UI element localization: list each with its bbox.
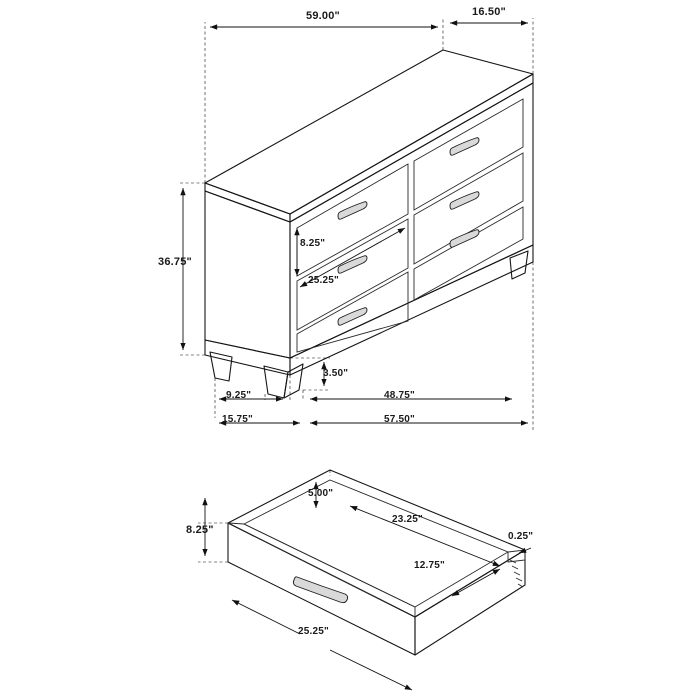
dim-base-depth: 15.75" — [222, 414, 253, 425]
dim-drawer-face-height: 8.25" — [300, 238, 326, 249]
dim-drawer-face-width: 25.25" — [308, 275, 339, 286]
drawer-box-dimensions — [198, 470, 534, 690]
dim-base-outer-width: 57.50" — [384, 414, 415, 425]
dim-base-foot-depth: 9.25" — [226, 390, 252, 401]
dim-leg-clearance-height: 3.50" — [323, 368, 349, 379]
dim-drawer-front-width: 25.25" — [298, 626, 329, 637]
dim-overall-width: 59.00" — [306, 10, 340, 22]
top-dimensions — [205, 18, 533, 183]
drawer-box — [228, 470, 525, 655]
dim-overall-height: 36.75" — [158, 256, 192, 268]
dim-drawer-interior-length: 23.25" — [392, 514, 423, 525]
dim-base-inner-width: 48.75" — [384, 390, 415, 401]
height-dimensions — [178, 183, 205, 355]
dresser-body — [205, 50, 533, 398]
dim-overall-depth: 16.50" — [472, 6, 506, 18]
dim-drawer-interior-width: 12.75" — [414, 560, 445, 571]
dim-drawer-panel-thickness: 0.25" — [508, 531, 534, 542]
dim-drawer-interior-depth: 5.00" — [308, 488, 334, 499]
dim-drawer-box-height: 8.25" — [186, 524, 214, 536]
